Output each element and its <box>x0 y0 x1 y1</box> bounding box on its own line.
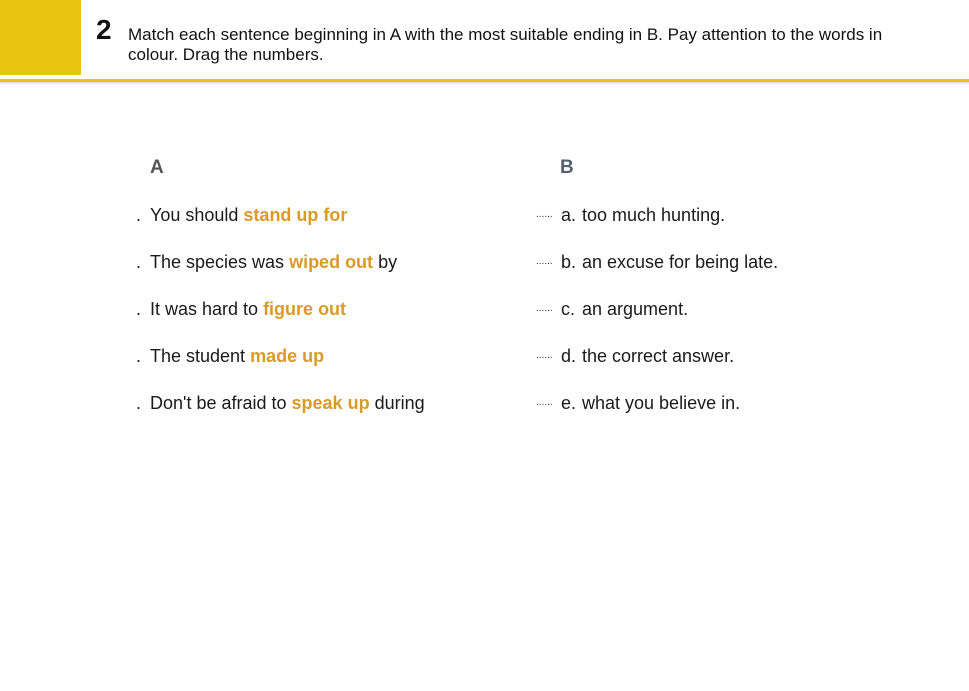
sentence-text: The species was <box>150 252 290 272</box>
highlighted-phrase: wiped out <box>289 252 374 272</box>
sentence-ending-d <box>0 344 735 368</box>
option-letter: d. <box>561 346 577 366</box>
sentence-ending-e <box>0 391 741 415</box>
sentence-text-after: during <box>369 393 425 413</box>
option-letter: e. <box>561 393 577 413</box>
option-letter: a. <box>561 205 577 225</box>
highlighted-phrase: speak up <box>291 393 370 413</box>
drop-target-5[interactable]: . <box>136 393 142 413</box>
answer-blank-e[interactable]: ...... <box>536 397 553 408</box>
ending-text: an excuse for being late. <box>582 252 779 272</box>
ending-text: the correct answer. <box>582 346 735 366</box>
header-shadow <box>0 82 969 85</box>
option-letter: b. <box>561 252 577 272</box>
header-accent-block <box>0 0 81 75</box>
answer-blank-d[interactable]: ...... <box>536 350 553 361</box>
exercise-number: 2 <box>96 14 112 45</box>
sentence-text: It was hard to <box>150 299 264 319</box>
ending-text: an argument. <box>582 299 689 319</box>
sentence-ending-a <box>0 203 726 227</box>
drop-target-2[interactable]: . <box>136 252 142 272</box>
answer-blank-a[interactable]: ...... <box>536 209 553 220</box>
answer-blank-b[interactable]: ...... <box>536 256 553 267</box>
highlighted-phrase: made up <box>250 346 325 366</box>
drop-target-1[interactable]: . <box>136 205 142 225</box>
sentence-text: You should <box>150 205 244 225</box>
highlighted-phrase: figure out <box>263 299 347 319</box>
ending-text: too much hunting. <box>582 205 726 225</box>
sentence-text-after: by <box>373 252 398 272</box>
sentence-ending-b <box>0 250 779 274</box>
drop-target-3[interactable]: . <box>136 299 142 319</box>
sentence-text: Don't be afraid to <box>150 393 292 413</box>
answer-blank-c[interactable]: ...... <box>536 303 553 314</box>
drop-target-4[interactable]: . <box>136 346 142 366</box>
column-a-heading: A <box>150 157 164 178</box>
sentence-ending-c <box>0 297 689 321</box>
sentence-text: The student <box>150 346 251 366</box>
highlighted-phrase: stand up for <box>243 205 348 225</box>
instruction-text: Match each sentence beginning in A with the most suitable ending in B. Pay attention to the words in colour. Drag the numbers. <box>128 25 883 64</box>
option-letter: c. <box>561 299 576 319</box>
column-b-heading: B <box>560 157 574 178</box>
ending-text: what you believe in. <box>582 393 741 413</box>
